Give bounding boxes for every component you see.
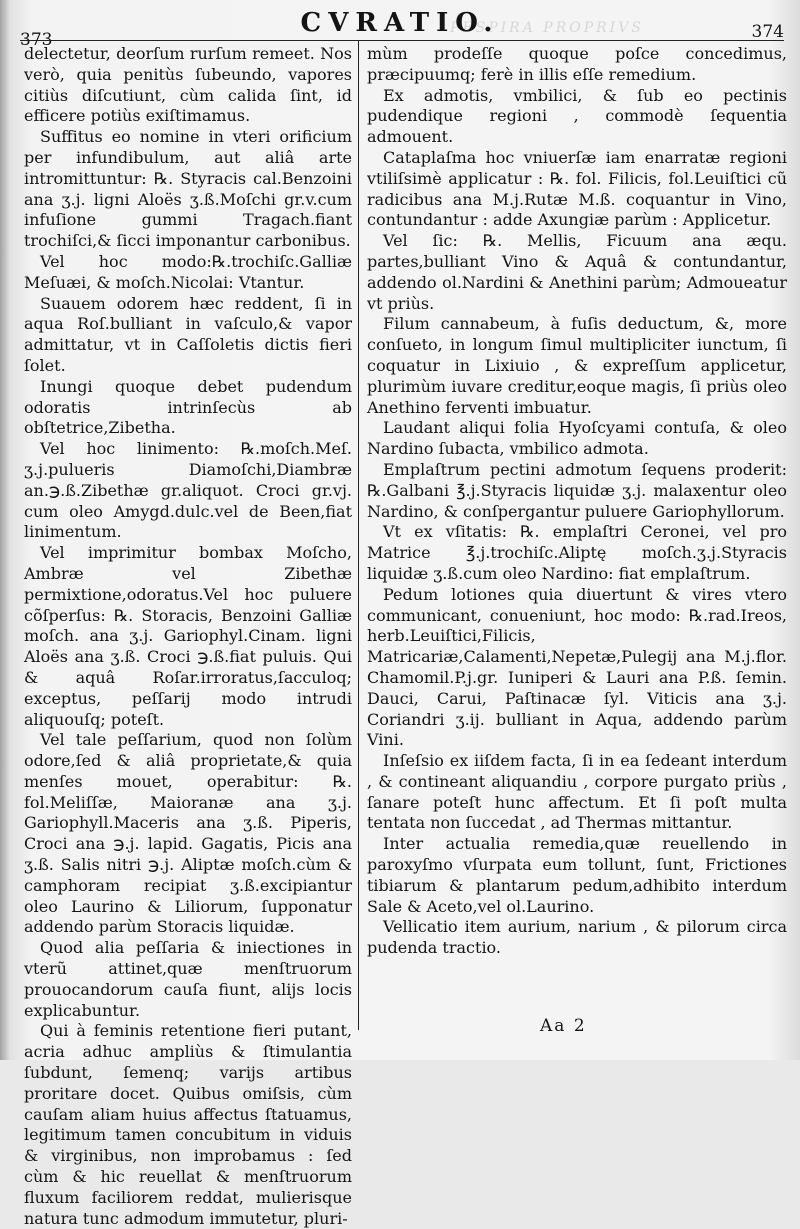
paragraph: Inſeſsio ex iiſdem facta, ſi in ea ſedeant interdum , & contineant aliquandiu , corpore purgato priùs , ſanare poteſt hunc affectum. Et ſi poſt multa tentata non ſuccedat , ad Thermas mittantur. xyxy=(367,751,787,833)
paragraph: Quod alia peſſaria & iniectiones in vterũ attinet,quæ menſtruorum prouocandorum cauſa fiunt, alijs locis explicabuntur. xyxy=(24,938,352,1020)
column-divider xyxy=(358,40,359,1030)
page-number-right: 374 xyxy=(751,22,784,42)
page-header xyxy=(0,8,800,50)
right-column xyxy=(367,44,787,959)
paragraph: Suauem odorem hæc reddent, ſi in aqua Roſ.bulliant in vaſculo,& vapor admittatur, vt in Caſſoletis dictis fieri ſolet. xyxy=(24,293,352,375)
paragraph: delectetur, deorſum rurſum remeet. Nos verò, quia penitùs ſubeundo, vapores citiùs diſcutiunt, cùm calida ſint, id efficere potiùs exiſtimamus. xyxy=(24,44,352,126)
bleed-through-text: PESPIRA PROPRIVS xyxy=(450,20,644,36)
paragraph: Vel tale peſſarium, quod non ſolùm odore,ſed & aliâ proprietate,& quia menſes mouet, operabitur: ℞. fol.Meliſſæ, Maioranæ ana ʒ.j. Gariophyll.Maceris ana ʒ.ß. Piperis, Croci ana ℈.j. lapid. Gagatis, Picis ana ʒ.ß. Salis nitri ℈.j. Aliptæ moſch.cùm & camphoram recipiat ʒ.ß.excipiantur oleo Laurino & Liliorum, ſupponatur addendo parùm Storacis liquidæ. xyxy=(24,730,352,937)
running-title: CVRATIO. xyxy=(300,8,500,38)
paragraph: Cataplaſma hoc vniuerſæ iam enarratæ regioni vtiliſsimè applicatur : ℞. fol. Filicis, fol.Leuiſtici cũ radicibus ana M.j.Rutæ M.ß. coquantur in Vino, contundantur : adde Axungiæ parùm : Applicetur. xyxy=(367,147,787,230)
gutter-shadow xyxy=(0,0,10,1060)
paragraph: Emplaſtrum pectini admotum ſequens proderit: ℞.Galbani ℥.j.Styracis liquidæ ʒ.j. malaxentur oleo Nardino, & conſpergantur puluere Gariophyllorum. xyxy=(367,459,787,521)
paragraph: Vel hoc linimento: ℞.moſch.Meſ. ʒ.j.pulueris Diamoſchi,Diambræ an.℈.ß.Zibethæ gr.aliquot. Croci gr.vj. cum oleo Amygd.dulc.vel de Been,fiat linimentum. xyxy=(24,439,352,542)
paragraph: mùm prodeſſe quoque poſce concedimus, præcipuumq; ferè in illis eſſe remedium. xyxy=(367,44,787,84)
paragraph: Vt ex vſitatis: ℞. emplaſtri Ceronei, vel pro Matrice ℥.j.trochiſc.Aliptę moſch.ʒ.j.Styracis liquidæ ʒ.ß.cum oleo Nardino: fiat emplaſtrum. xyxy=(367,522,787,583)
page-number-left: 373 xyxy=(20,30,53,50)
signature-mark: Aa 2 xyxy=(540,1016,587,1036)
paragraph: Inter actualia remedia,quæ reuellendo in paroxyſmo vſurpata eum tollunt, ſunt, Frictiones tibiarum & plantarum pedum,adhibito interdum Sale & Aceto,vel ol.Laurino. xyxy=(367,834,787,916)
paragraph: Qui à feminis retentione fieri putant, acria adhuc ampliùs & ſtimulantia ſubdunt, ſemenq; varijs artibus proritare docet. Quibus omiſsis, cùm cauſam aliam huius affectus ſtatuamus, legitimum tamen concubitum in viduis & virginibus, non improbamus : ſed cùm & hic reuellat & menſtruorum fluxum faciliorem reddat, mulierisque natura tunc admodum immutetur, pluri- xyxy=(24,1021,352,1228)
paragraph: Vel ſic: ℞. Mellis, Ficuum ana æqu. partes,bulliant Vino & Aquâ & contundantur, addendo ol.Nardini & Anethini parùm; Admoueatur vt priùs. xyxy=(367,231,787,313)
paragraph: Pedum lotiones quia diuertunt & vires vtero communicant, conueniunt, hoc modo: ℞.rad.Ireos, herb.Leuiſtici,Filicis, Matricariæ,Calamenti,Nepetæ,Pulegij ana M.j.flor. Chamomil.P.j.gr. Iuniperi & Lauri ana P.ß. ſemin. Dauci, Carui, Paſtinacæ ſyl. Viticis ana ʒ.j. Coriandri ʒ.ij. bulliant in Aqua, addendo parùm Vini. xyxy=(367,584,787,750)
paragraph: Vel imprimitur bombax Moſcho, Ambræ vel Zibethæ permixtione,odoratus.Vel hoc puluere cõſperſus: ℞. Storacis, Benzoini Galliæ moſch. ana ʒ.j. Gariophyl.Cinam. ligni Aloës ana ʒ.ß. Croci ℈.ß.fiat puluis. Qui & aquâ Roſar.irroratus,ſacculoq; exceptus, peſſarij modo intrudi aliquouſq; poteſt. xyxy=(24,543,352,729)
paragraph: Filum cannabeum, à fuſis deductum, &, more conſueto, in longum ſimul multipliciter iunctum, ſi coquatur in Lixiuio , & expreſſum applicetur, plurimùm iuvare creditur,eoque magis, ſi priùs oleo Anethino ferventi imbuatur. xyxy=(367,314,787,417)
paragraph: Vellicatio item aurium, narium , & pilorum circa pudenda tractio. xyxy=(367,917,787,958)
header-rule xyxy=(20,40,784,41)
paragraph: Vel hoc modo:℞.trochiſc.Galliæ Meſuæi, & moſch.Nicolai: Vtantur. xyxy=(24,251,352,292)
paragraph: Inungi quoque debet pudendum odoratis intrinſecùs ab obſtetrice,Zibetha. xyxy=(24,376,352,438)
left-column xyxy=(24,44,352,1229)
paragraph: Suffitus eo nomine in vteri orificium per infundibulum, aut aliâ arte intromittuntur: ℞. Styracis cal.Benzoini ana ʒ.j. ligni Aloës ʒ.ß.Moſchi gr.v.cum infuſione gummi Tragach.fiant trochiſci,& ſicci imponantur carbonibus. xyxy=(24,127,352,251)
paragraph: Laudant aliqui folia Hyoſcyami contuſa, & oleo Nardino ſubacta, vmbilico admota. xyxy=(367,418,787,459)
paragraph: Ex admotis, vmbilici, & ſub eo pectinis pudendique regioni , commodè ſequentia admouent. xyxy=(367,85,787,147)
